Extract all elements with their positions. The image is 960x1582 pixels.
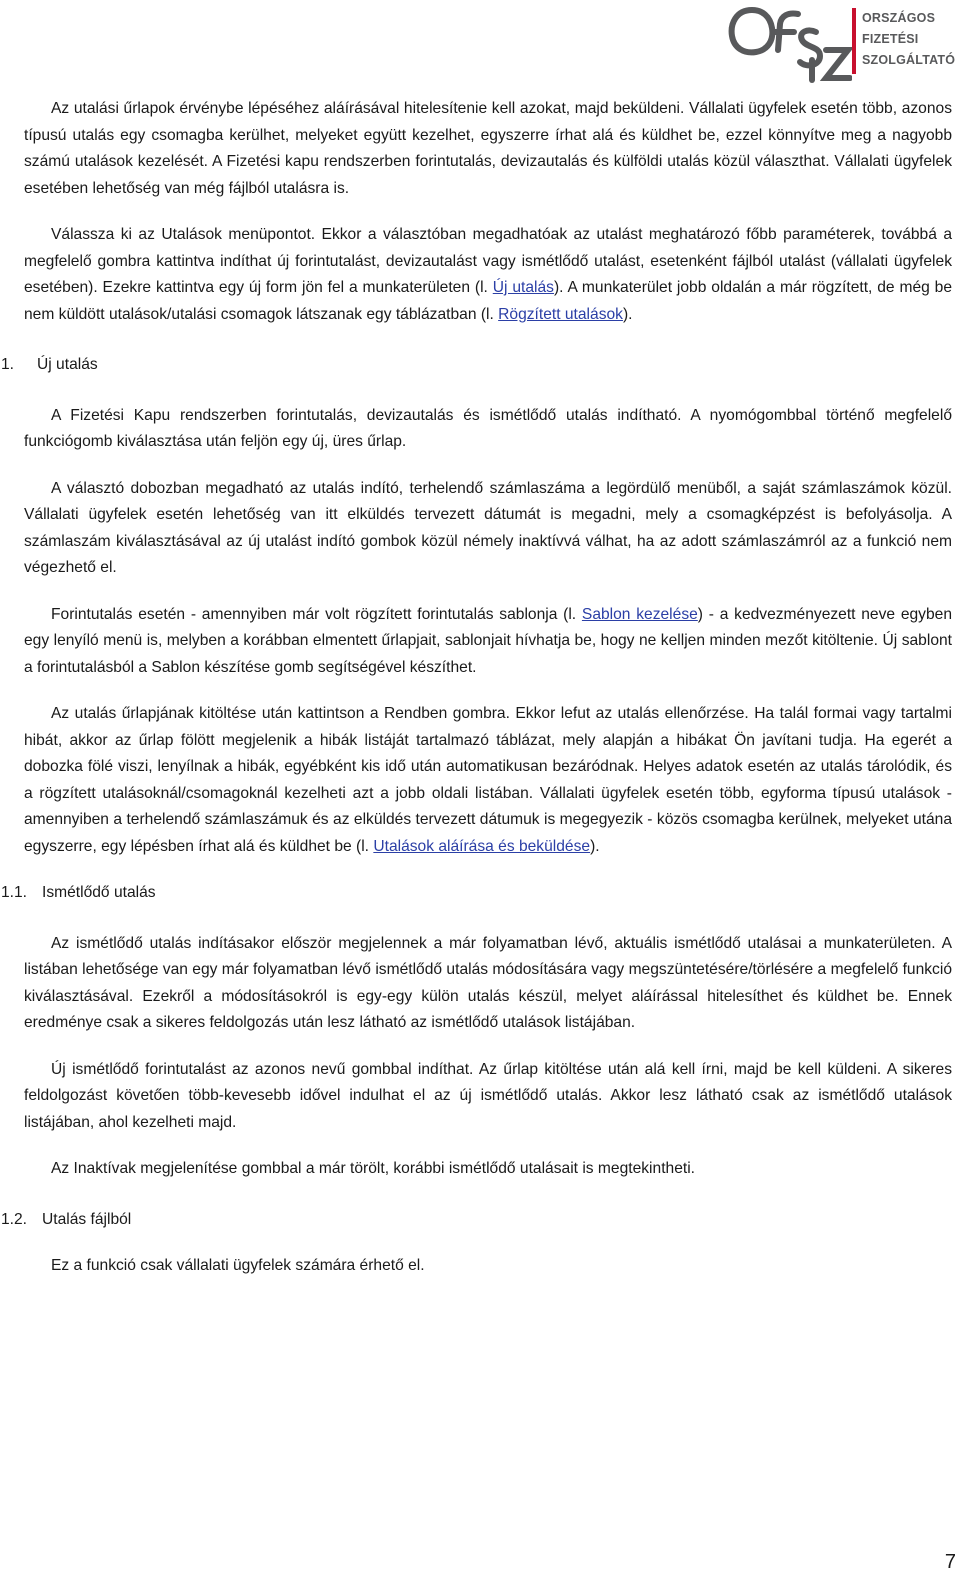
link-utalasok-alairasa[interactable]: Utalások aláírása és beküldése <box>373 837 591 855</box>
paragraph-text: ) - a kedvezményezett neve egyben egy lenyíló menü is, melyben a korábban elmentett űrlapjait, sablonjait hívhatja be, hogy ne kelljen minden mezőt kitöltenie. Új sablont a forintutalásból a Sablon készítése gomb segítségével készíthet. <box>24 605 953 676</box>
logo-wordmark <box>862 8 955 71</box>
paragraph-text: Forintutalás esetén - amennyiben már volt rögzített forintutalás sablonja (l. <box>51 605 582 623</box>
paragraph-text: Válassza ki az Utalások menüpontot. Ekkor a választóban megadhatóak az utalást meghatározó főbb paraméterek, továbbá a megfelelő gombra kattintva indíthat új forintutalást, devizautalást vagy ismétlődő utalást, esetenként fájlból utalást (vállalati ügyfelek esetében). Ezekre kattintva egy új form jön fel a munkaterületen (l. <box>24 226 952 296</box>
paragraph-text: ). A munkaterület jobb oldalán a már rögzített, de még be nem küldött utalások/utalási csomagok látszanak egy táblázatban (l. <box>24 279 952 323</box>
heading-number: 1. <box>1 356 15 373</box>
logo-red-bar <box>852 8 856 74</box>
heading-text: Új utalás <box>37 356 98 373</box>
logo-word: FIZETÉSI <box>862 32 919 46</box>
paragraph-text: ). <box>622 305 633 323</box>
ofsz-logo <box>728 2 960 84</box>
logo-word: ORSZÁGOS <box>862 11 936 25</box>
heading-number: 1.2. <box>1 1210 28 1228</box>
paragraph-forintutalas-sablon <box>24 602 952 682</box>
paragraph-uj-ismetlodo: Új ismétlődő forintutalást az azonos nevű gombbal indíthat. Az űrlap kitöltése után alá kell írni, majd be kell küldeni. A sikeres feldolgozást követően több-kevesebb idővel indulhat el az új ismétlődő utalás. Akkor lesz látható csak az ismétlődő utalások listájában, ahol kezelheti majd. <box>24 1060 952 1131</box>
paragraph-fizetesi-kapu: A Fizetési Kapu rendszerben forintutalás, devizautalás és ismétlődő utalás indítható. A nyomógombbal történő megfelelő funkciógomb kiválasztása után feljön egy új, üres űrlap. <box>24 406 952 450</box>
page-number: 7 <box>944 1551 956 1573</box>
heading-text: Ismétlődő utalás <box>42 884 156 901</box>
link-rogzitett-utalasok[interactable]: Rögzített utalások <box>498 305 623 323</box>
heading-number: 1.1. <box>1 884 28 901</box>
paragraph-utalasok-menu <box>24 222 952 328</box>
link-uj-utalas[interactable]: Új utalás <box>492 279 554 296</box>
paragraph-text: ). <box>590 837 600 855</box>
heading-utalas-fajlbol <box>1 1207 952 1234</box>
heading-uj-utalas <box>1 352 952 379</box>
paragraph-valaszto-doboz: A választó dobozban megadható az utalás indító, terhelendő számlaszáma a legördülő menüből, a saját számlaszámok közül. Vállalati ügyfelek esetén lehetőség van itt elküldés tervezett dátumát is megadni, mely a csomagképzést is befolyásolja. A számlaszám kiválasztásával az új utalást indító gombok közül némely inaktívvá válhat, ha az adott számlaszámról az a funkció nem végezhető el. <box>24 479 952 576</box>
paragraph-vallalati-funkcio: Ez a funkció csak vállalati ügyfelek számára érhető el. <box>51 1257 425 1274</box>
paragraph-signing: Az utalási űrlapok érvénybe lépéséhez aláírásával hitelesítenie kell azokat, majd beküldeni. Vállalati ügyfelek esetén több, azonos típusú utalás egy csomagba kerülhet, melyeket együtt kezelhet, egyszerre írhat alá és küldhet be, ezzel könnyítve meg a nagyobb számú utalások kezelését. A Fizetési kapu rendszerben forintutalás, devizautalás és külföldi utalás közül választhat. Vállalati ügyfelek esetében lehetőség van még fájlból utalásra is. <box>24 100 952 197</box>
paragraph-ismetlodo-inditas: Az ismétlődő utalás indításakor először megjelennek a már folyamatban lévő, aktuális ismétlődő utalásai a munkaterületen. A listában lehetősége van egy már folyamatban lévő ismétlődő utalás módosítására vagy megszüntetésére/törlésére a megfelelő funkció kiválasztásával. Ezekről a módosításokról is egy-egy külön utalás készül, melyet aláírással hitelesíthet és küldhet be. Ennek eredménye csak a sikeres feldolgozás után lesz látható az ismétlődő utalások listájában. <box>24 934 952 1031</box>
link-sablon-kezelese[interactable]: Sablon kezelése <box>581 605 698 623</box>
logo-word: SZOLGÁLTATÓ <box>862 53 956 67</box>
heading-text: Utalás fájlból <box>42 1210 132 1228</box>
paragraph-rendben-gomb <box>24 701 952 860</box>
page-content <box>1 96 953 1280</box>
ofsz-logo-mark <box>728 2 852 84</box>
paragraph-text: Az utalás űrlapjának kitöltése után kattintson a Rendben gombra. Ekkor lefut az utalás ellenőrzése. Ha talál formai vagy tartalmi hibát, akkor az űrlap fölött megjelenik a hibák listáját tartalmazó táblázat, mely alapján a hibákat Ön javítani tudja. Ha egerét a dobozka fölé viszi, lenyílnak a hibák, egyébként kis idő után automatikusan bezáródnak. Helyes adatok esetén az utalás tárolódik, és a rögzített utalásoknál/csomagoknál kezelheti azt a jobb oldali listában. Vállalati ügyfelek esetén több, egyforma típusú utalások - amennyiben a terhelendő számlaszámuk és az elküldés tervezett dátumuk is megegyezik - közös csomagba kerülnek, melyeket utána egyszerre, egy lépésben írhat alá és küldhet be (l. <box>24 705 952 855</box>
heading-ismetlodo-utalas <box>1 880 952 907</box>
paragraph-inaktivak: Az Inaktívak megjelenítése gombbal a már törölt, korábbi ismétlődő utalásait is megtekintheti. <box>51 1160 695 1177</box>
